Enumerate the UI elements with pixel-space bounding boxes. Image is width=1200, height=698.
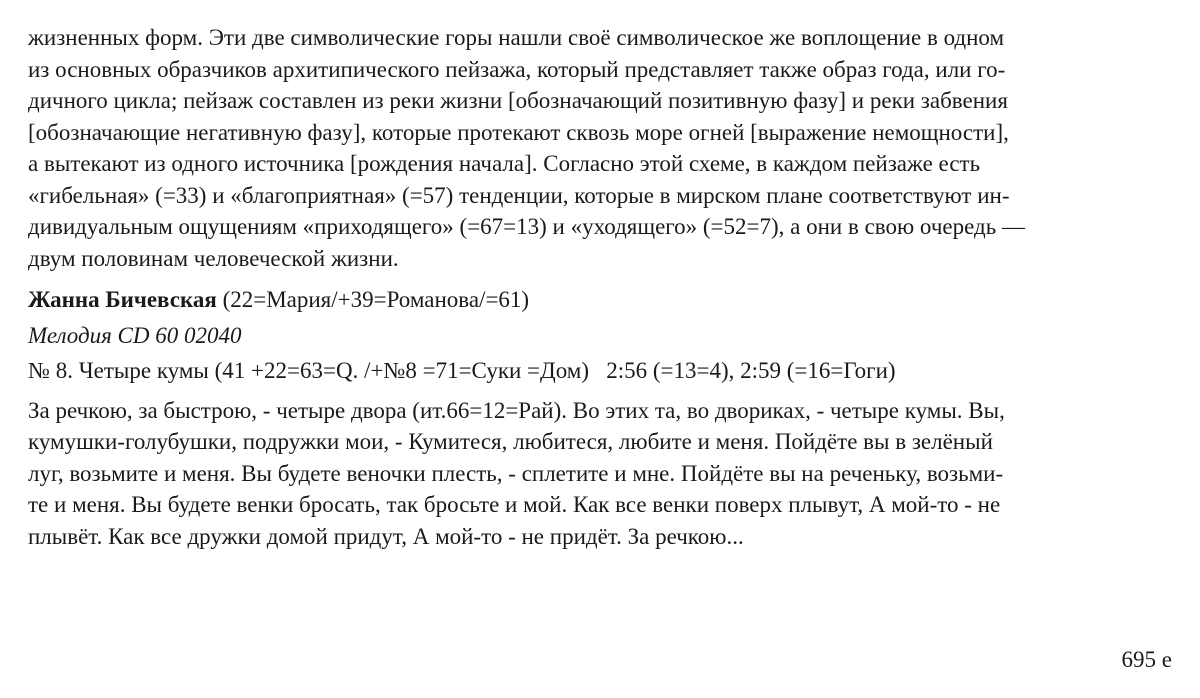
album-title: Мелодия CD 60 02040 bbox=[28, 322, 242, 348]
artist-note: (22=Мария/+39=Романова/=61) bbox=[216, 287, 530, 312]
artist-line bbox=[28, 284, 1188, 316]
text-line: [обозначающие негативную фазу], которые протекают сквозь море огней [выражение немощности], bbox=[28, 119, 1009, 145]
track-line bbox=[28, 355, 1188, 387]
entry-heading bbox=[28, 284, 1188, 316]
album-line bbox=[28, 320, 1188, 352]
lyrics-line: кумушки-голубушки, подружки мои, - Кумитеся, любитеся, любите и меня. Пойдёте вы в зелёный bbox=[28, 429, 993, 454]
lyrics-line: те и меня. Вы будете венки бросать, так бросьте и мой. Как все венки поверх плывут, А мой-то - не bbox=[28, 492, 1001, 517]
page-content bbox=[28, 22, 1188, 552]
intro-paragraph bbox=[28, 22, 1188, 274]
text-line: жизненных форм. Эти две символические горы нашли своё символическое же воплощение в одном bbox=[28, 25, 1005, 50]
lyrics-line: плывёт. Как все дружки домой придут, А мой-то - не придёт. За речкою... bbox=[28, 523, 744, 549]
text-line: двум половинам человеческой жизни. bbox=[28, 245, 399, 271]
text-line: «гибельная» (=33) и «благоприятная» (=57) тенденции, которые в мирском плане соответствуют ин- bbox=[28, 182, 1010, 208]
track-title: № 8. Четыре кумы (41 +22=63=Q. /+№8 =71=Суки =Дом) 2:56 (=13=4), 2:59 (=16=Гоги) bbox=[28, 358, 896, 383]
lyrics-paragraph bbox=[28, 395, 1188, 553]
lyrics-line: луг, возьмите и меня. Вы будете веночки плесть, - сплетите и мне. Пойдёте вы на реченьку, возьми- bbox=[28, 460, 1004, 486]
page-number: 695 е bbox=[1121, 647, 1172, 672]
artist-name: Жанна Бичевская bbox=[28, 287, 217, 312]
text-line: дичного цикла; пейзаж составлен из реки жизни [обозначающий позитивную фазу] и реки забвения bbox=[28, 88, 1008, 113]
text-line: а вытекают из одного источника [рождения начала]. Согласно этой схеме, в каждом пейзаже есть bbox=[28, 151, 981, 176]
text-line: из основных образчиков архитипического пейзажа, который представляет также образ года, или го- bbox=[28, 56, 1006, 82]
lyrics-line: За речкою, за быстрою, - четыре двора (ит.66=12=Рай). Во этих та, во двориках, - четыре кумы. Вы, bbox=[28, 397, 1005, 423]
text-line: дивидуальным ощущениям «приходящего» (=67=13) и «уходящего» (=52=7), а они в свою очередь — bbox=[28, 214, 1025, 239]
